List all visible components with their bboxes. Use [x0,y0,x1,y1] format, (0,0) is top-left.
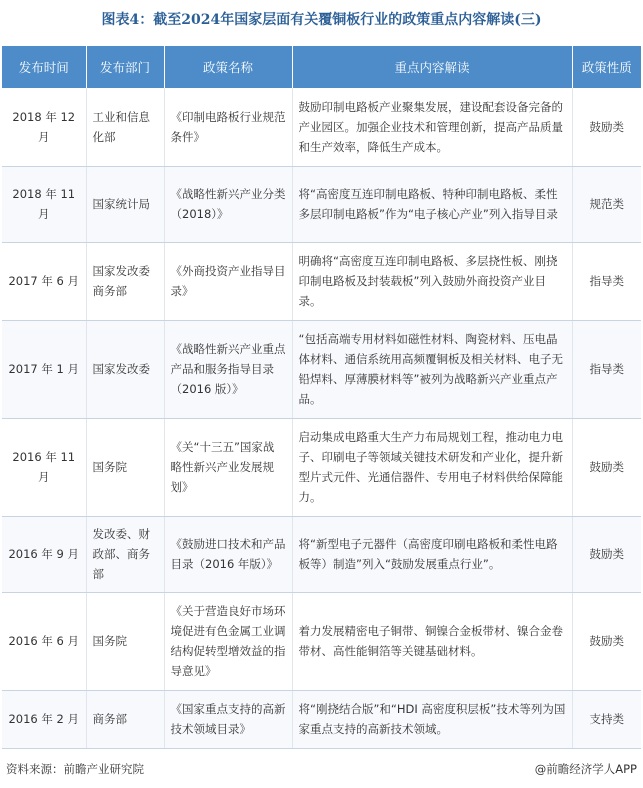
cell-policy-name: 《关于营造良好市场环境促进有色金属工业调结构促转型增效益的指导意见》 [164,592,292,690]
table-row [2,242,641,320]
cell-type: 支持类 [572,690,641,748]
cell-type: 规范类 [572,166,641,242]
cell-dept: 国务院 [86,592,164,690]
cell-content: 将“刚挠结合版”和“HDI 高密度积层板”技术等列为国家重点支持的高新技术领域。 [292,690,572,748]
table-row [2,166,641,242]
cell-content: 将“新型电子元器件（高密度印刷电路板和柔性电路板等）制造”列入“鼓励发展重点行业”。 [292,516,572,592]
cell-dept: 商务部 [86,690,164,748]
header-type: 政策性质 [572,46,641,88]
cell-dept: 工业和信息化部 [86,88,164,166]
table-row [2,320,641,418]
cell-policy-name: 《印制电路板行业规范条件》 [164,88,292,166]
table-row [2,516,641,592]
cell-policy-name: 《关“十三五”国家战略性新兴产业发展规划》 [164,418,292,516]
cell-time: 2016 年 2 月 [2,690,86,748]
header-dept: 发布部门 [86,46,164,88]
cell-time: 2016 年 9 月 [2,516,86,592]
cell-policy-name: 《战略性新兴产业分类（2018）》 [164,166,292,242]
table-row [2,592,641,690]
cell-dept: 国务院 [86,418,164,516]
cell-type: 指导类 [572,242,641,320]
cell-type: 指导类 [572,320,641,418]
cell-type: 鼓励类 [572,516,641,592]
table-row [2,418,641,516]
source-note: 资料来源：前瞻产业研究院 [6,762,144,776]
header-time: 发布时间 [2,46,86,88]
table-header-row [2,46,641,88]
cell-dept: 国家统计局 [86,166,164,242]
cell-time: 2017 年 1 月 [2,320,86,418]
cell-policy-name: 《外商投资产业指导目录》 [164,242,292,320]
cell-time: 2017 年 6 月 [2,242,86,320]
cell-content: 着力发展精密电子铜带、铜镍合金板带材、镍合金卷带材、高性能铜箔等关键基础材料。 [292,592,572,690]
cell-content: “包括高端专用材料如磁性材料、陶瓷材料、压电晶体材料、通信系统用高频覆铜板及相关材料、电子无铅焊料、厚薄膜材料等”被列为战略新兴产业重点产品。 [292,320,572,418]
cell-time: 2016 年 11 月 [2,418,86,516]
table-title: 图表4：截至2024年国家层面有关覆铜板行业的政策重点内容解读(三) [101,12,542,28]
cell-dept: 国家发改委 [86,320,164,418]
header-name: 政策名称 [164,46,292,88]
policy-table [2,46,641,749]
header-content: 重点内容解读 [292,46,572,88]
table-row [2,690,641,748]
cell-time: 2018 年 12 月 [2,88,86,166]
cell-policy-name: 《鼓励进口技术和产品目录（2016 年版）》 [164,516,292,592]
cell-type: 鼓励类 [572,88,641,166]
cell-content: 鼓励印制电路板产业聚集发展，建设配套设备完备的产业园区。加强企业技术和管理创新，提高产品质量和生产效率，降低生产成本。 [292,88,572,166]
cell-time: 2016 年 6 月 [2,592,86,690]
brand-credit: @前瞻经济学人APP [534,762,637,776]
cell-content: 明确将“高密度互连印制电路板、多层挠性板、刚挠印制电路板及封装载板”列入鼓励外商投资产业目录。 [292,242,572,320]
cell-type: 鼓励类 [572,592,641,690]
cell-time: 2018 年 11 月 [2,166,86,242]
cell-content: 将“高密度互连印制电路板、特种印制电路板、柔性多层印制电路板”作为“电子核心产业”列入指导目录 [292,166,572,242]
cell-dept: 国家发改委商务部 [86,242,164,320]
footer [0,758,643,780]
cell-policy-name: 《战略性新兴产业重点产品和服务指导目录（2016 版）》 [164,320,292,418]
table-row [2,88,641,166]
cell-content: 启动集成电路重大生产力布局规划工程，推动电力电子、印刷电子等领域关键技术研发和产业化，提升新型片式元件、光通信器件、专用电子材料供给保障能力。 [292,418,572,516]
cell-dept: 发改委、财政部、商务部 [86,516,164,592]
cell-type: 鼓励类 [572,418,641,516]
cell-policy-name: 《国家重点支持的高新技术领域目录》 [164,690,292,748]
